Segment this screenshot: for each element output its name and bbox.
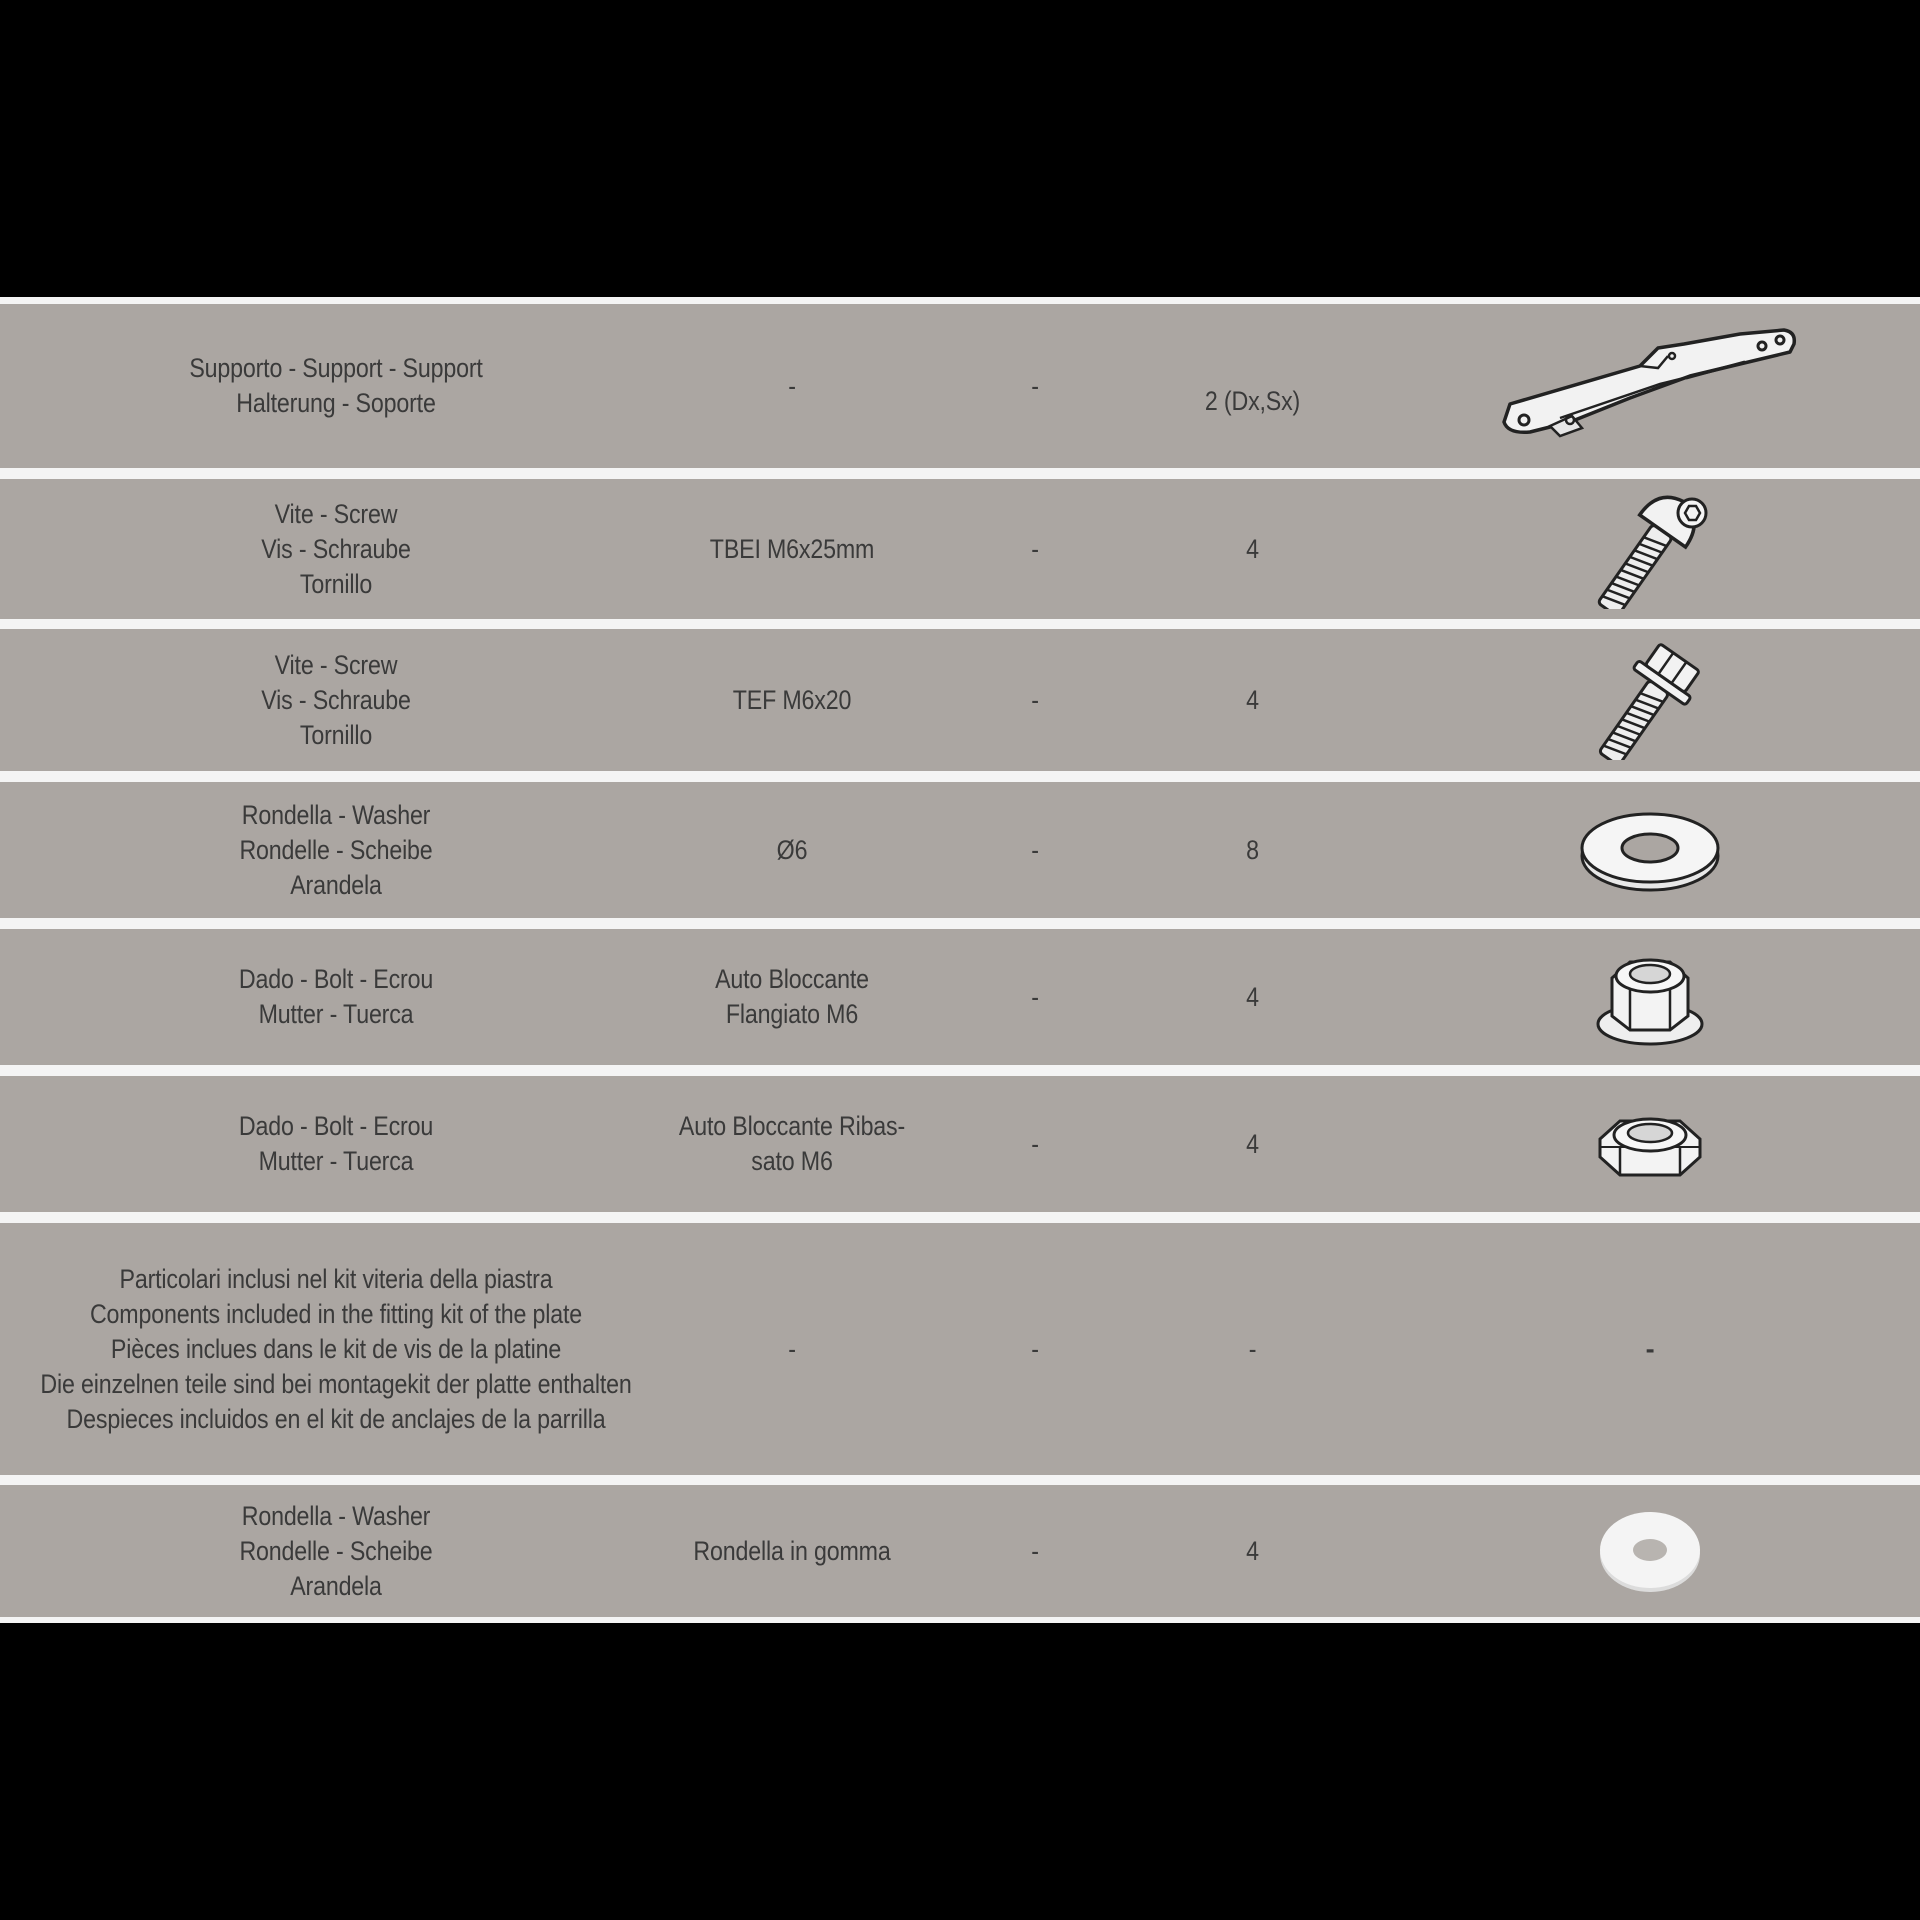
flange-nut-icon <box>1450 929 1850 1065</box>
part-column-dash: - <box>1031 533 1039 564</box>
part-column-dash: - <box>1031 1535 1039 1566</box>
part-quantity: 4 <box>1246 1128 1259 1159</box>
part-code: TBEI M6x25mm <box>709 533 875 564</box>
part-code: TEF M6x20 <box>732 684 852 715</box>
part-column-dash: - <box>1031 1333 1039 1364</box>
rubber-washer-icon <box>1450 1485 1850 1617</box>
part-quantity: 4 <box>1246 1535 1259 1566</box>
part-column-dash: - <box>1031 981 1039 1012</box>
part-quantity: 4 <box>1246 981 1259 1012</box>
part-description: Rondella - Washer Rondelle - Scheibe Arandela <box>239 799 433 900</box>
part-description: Particolari inclusi nel kit viteria della piastra Components included in the fitting kit of the plate Pièces inclues dans le kit de vis de la platine Die einzelnen teile sind bei montagekit der platte enthalten Despieces incluidos en el kit de anclajes de la parrilla <box>40 1263 632 1434</box>
part-quantity: 8 <box>1246 834 1259 865</box>
parts-table <box>0 297 1920 1623</box>
part-column-dash: - <box>1031 370 1039 401</box>
table-row <box>0 929 1920 1065</box>
part-code: Ø6 <box>776 834 808 865</box>
part-quantity: 4 <box>1246 533 1259 564</box>
part-image-placeholder: - <box>1645 1333 1655 1364</box>
table-row <box>0 1485 1920 1617</box>
part-description: Rondella - Washer Rondelle - Scheibe Arandela <box>239 1500 433 1601</box>
part-code: - <box>788 1333 796 1364</box>
table-row <box>0 479 1920 619</box>
bracket-icon <box>1450 304 1850 468</box>
button-head-screw-icon <box>1450 479 1850 619</box>
flange-hex-screw-icon <box>1450 629 1850 771</box>
part-column-dash: - <box>1031 684 1039 715</box>
washer-icon <box>1450 782 1850 918</box>
part-code: Auto Bloccante Flangiato M6 <box>715 964 869 1029</box>
part-description: Vite - Screw Vis - Schraube Tornillo <box>261 498 411 599</box>
part-code: - <box>788 370 796 401</box>
part-description: Supporto - Support - Support Halterung - Soporte <box>189 353 483 418</box>
table-row <box>0 304 1920 468</box>
part-column-dash: - <box>1031 1128 1039 1159</box>
lock-nut-icon <box>1450 1076 1850 1212</box>
table-row <box>0 629 1920 771</box>
table-row <box>0 1076 1920 1212</box>
part-column-dash: - <box>1031 834 1039 865</box>
part-quantity: 2 (Dx,Sx) <box>1204 385 1301 416</box>
part-description: Dado - Bolt - Ecrou Mutter - Tuerca <box>238 1111 434 1176</box>
part-description: Dado - Bolt - Ecrou Mutter - Tuerca <box>238 964 434 1029</box>
part-code: Rondella in gomma <box>693 1535 891 1566</box>
part-quantity: 4 <box>1246 684 1259 715</box>
part-code: Auto Bloccante Ribas- sato M6 <box>678 1111 906 1176</box>
table-row <box>0 782 1920 918</box>
part-description: Vite - Screw Vis - Schraube Tornillo <box>261 649 411 750</box>
table-row <box>0 1223 1920 1475</box>
part-quantity: - <box>1248 1333 1257 1364</box>
